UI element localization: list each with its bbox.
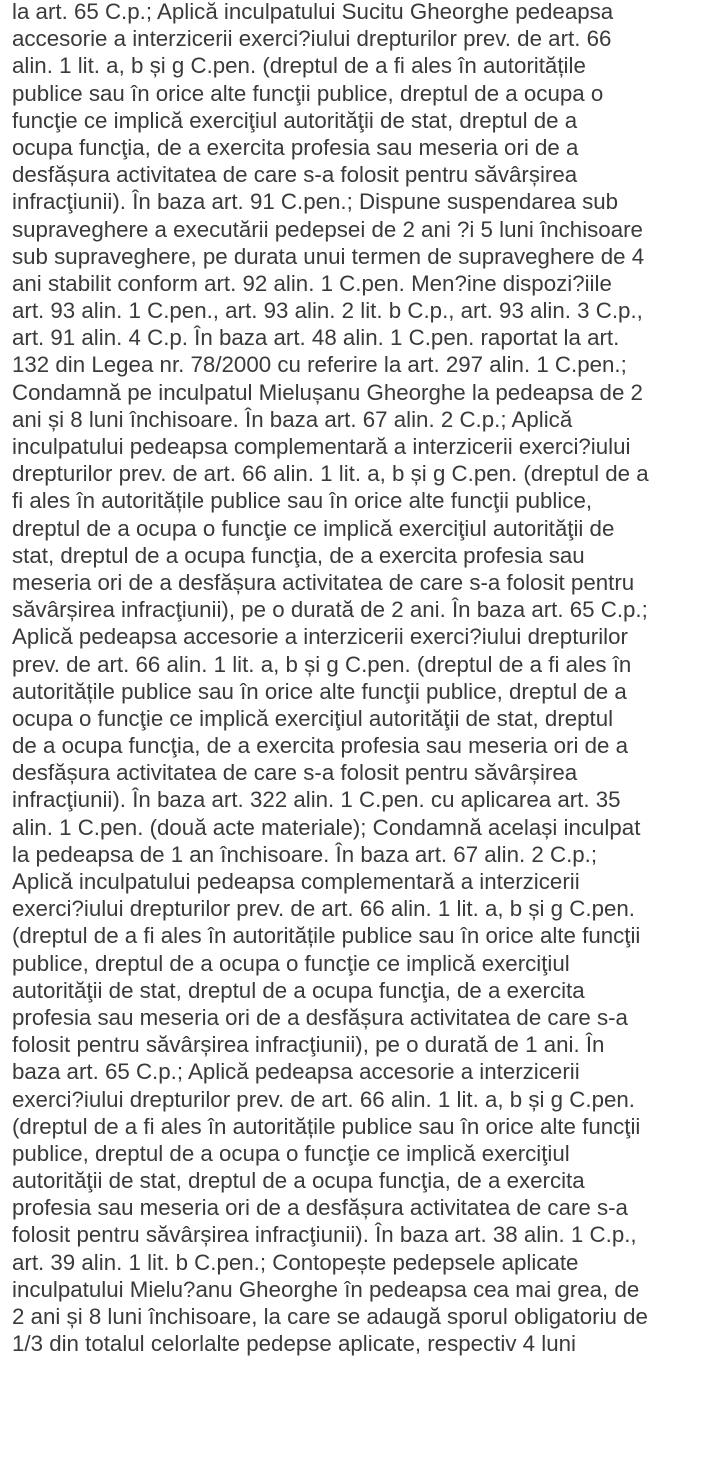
text-line: infracţiunii). În baza art. 322 alin. 1 C.pen. cu aplicarea art. 35 bbox=[12, 787, 621, 813]
text-line: publice, dreptul de a ocupa o funcţie ce implică exerciţiul bbox=[12, 1140, 570, 1166]
text-line: ani și 8 luni închisoare. În baza art. 67 alin. 2 C.p.; Aplică bbox=[12, 406, 573, 432]
text-line: exerci?iului drepturilor prev. de art. 66 alin. 1 lit. a, b și g C.pen. bbox=[12, 1086, 635, 1112]
text-line: prev. de art. 66 alin. 1 lit. a, b și g C.pen. (dreptul de a fi ales în bbox=[12, 651, 632, 677]
text-line: folosit pentru săvârșirea infracţiunii), pe o durată de 1 ani. În bbox=[12, 1032, 605, 1058]
text-line: dreptul de a ocupa o funcţie ce implică exerciţiul autorităţii de bbox=[12, 515, 615, 541]
text-line: baza art. 65 C.p.; Aplică pedeapsa accesorie a interzicerii bbox=[12, 1059, 580, 1085]
text-line: autoritățile publice sau în orice alte funcţii publice, dreptul de a bbox=[12, 678, 627, 704]
text-line: inculpatului Mielu?anu Gheorghe în pedeapsa cea mai grea, de bbox=[12, 1276, 640, 1302]
text-line: inculpatului pedeapsa complementară a interzicerii exerci?iului bbox=[12, 434, 631, 459]
text-line: la pedeapsa de 1 an închisoare. În baza art. 67 alin. 2 C.p.; bbox=[12, 841, 598, 867]
text-line: exerci?iului drepturilor prev. de art. 66 alin. 1 lit. a, b și g C.pen. bbox=[12, 896, 635, 922]
text-line: sub supraveghere, pe durata unui termen de supraveghere de 4 bbox=[12, 243, 645, 269]
text-line: drepturilor prev. de art. 66 alin. 1 lit. a, b și g C.pen. (dreptul de a bbox=[12, 461, 649, 487]
text-line: profesia sau meseria ori de a desfășura activitatea de care s-a bbox=[12, 1004, 628, 1030]
text-line: desfășura activitatea de care s-a folosit pentru săvârșirea bbox=[12, 760, 578, 786]
text-line: Condamnă pe inculpatul Mielușanu Gheorghe la pedeapsa de 2 bbox=[12, 379, 643, 405]
text-line: supraveghere a executării pedepsei de 2 ani ?i 5 luni închisoare bbox=[12, 216, 643, 242]
text-line: 2 ani și 8 luni închisoare, la care se adaugă sporul obligatoriu de bbox=[12, 1304, 648, 1329]
text-line: (dreptul de a fi ales în autoritățile publice sau în orice alte funcţii bbox=[12, 923, 641, 949]
text-line: funcţie ce implică exerciţiul autorităţii de stat, dreptul de a bbox=[12, 107, 578, 133]
text-line: ocupa funcţia, de a exercita profesia sau meseria ori de a bbox=[12, 134, 579, 160]
text-line: alin. 1 C.pen. (două acte materiale); Condamnă același inculpat bbox=[12, 814, 641, 840]
text-line: stat, dreptul de a ocupa funcţia, de a exercita profesia sau bbox=[12, 542, 585, 568]
text-line: alin. 1 lit. a, b și g C.pen. (dreptul de a fi ales în autoritățile bbox=[12, 53, 586, 79]
text-line: la art. 65 C.p.; Aplică inculpatului Sucitu Gheorghe pedeapsa bbox=[12, 0, 614, 24]
text-line: folosit pentru săvârșirea infracţiunii). În baza art. 38 alin. 1 C.p., bbox=[12, 1222, 637, 1248]
text-line: art. 39 alin. 1 lit. b C.pen.; Contopește pedepsele aplicate bbox=[12, 1249, 579, 1275]
text-line: ocupa o funcţie ce implică exerciţiul autorităţii de stat, dreptul bbox=[12, 705, 614, 731]
text-line: Aplică inculpatului pedeapsa complementară a interzicerii bbox=[12, 869, 580, 894]
text-line: (dreptul de a fi ales în autoritățile publice sau în orice alte funcţii bbox=[12, 1113, 641, 1139]
text-line: autorităţii de stat, dreptul de a ocupa funcţia, de a exercita bbox=[12, 977, 585, 1003]
text-line: săvârșirea infracţiunii), pe o durată de 2 ani. În baza art. 65 C.p.; bbox=[12, 597, 648, 623]
text-line: 132 din Legea nr. 78/2000 cu referire la art. 297 alin. 1 C.pen.; bbox=[12, 352, 627, 378]
text-line: Aplică pedeapsa accesorie a interzicerii exerci?iului drepturilor bbox=[12, 624, 628, 650]
text-line: de a ocupa funcţia, de a exercita profesia sau meseria ori de a bbox=[12, 733, 629, 759]
text-line: autorităţii de stat, dreptul de a ocupa funcţia, de a exercita bbox=[12, 1168, 585, 1194]
text-line: desfășura activitatea de care s-a folosit pentru săvârșirea bbox=[12, 162, 578, 188]
text-line: fi ales în autoritățile publice sau în orice alte funcţii publice, bbox=[12, 488, 593, 514]
text-line: profesia sau meseria ori de a desfășura activitatea de care s-a bbox=[12, 1195, 628, 1221]
text-line: 1/3 din totalul celorlalte pedepse aplicate, respectiv 4 luni bbox=[12, 1331, 576, 1357]
text-line: art. 91 alin. 4 C.p. În baza art. 48 alin. 1 C.pen. raportat la art. bbox=[12, 325, 620, 351]
text-line: infracţiunii). În baza art. 91 C.pen.; Dispune suspendarea sub bbox=[12, 189, 619, 215]
text-line: art. 93 alin. 1 C.pen., art. 93 alin. 2 lit. b C.p., art. 93 alin. 3 C.p., bbox=[12, 298, 643, 324]
document-text bbox=[12, 0, 712, 1357]
text-line: publice sau în orice alte funcţii publice, dreptul de a ocupa o bbox=[12, 80, 604, 106]
text-line: meseria ori de a desfășura activitatea de care s-a folosit pentru bbox=[12, 569, 635, 595]
text-line: ani stabilit conform art. 92 alin. 1 C.pen. Men?ine dispozi?iile bbox=[12, 270, 612, 296]
text-line: accesorie a interzicerii exerci?iului drepturilor prev. de art. 66 bbox=[12, 26, 612, 52]
text-line: publice, dreptul de a ocupa o funcţie ce implică exerciţiul bbox=[12, 950, 570, 976]
